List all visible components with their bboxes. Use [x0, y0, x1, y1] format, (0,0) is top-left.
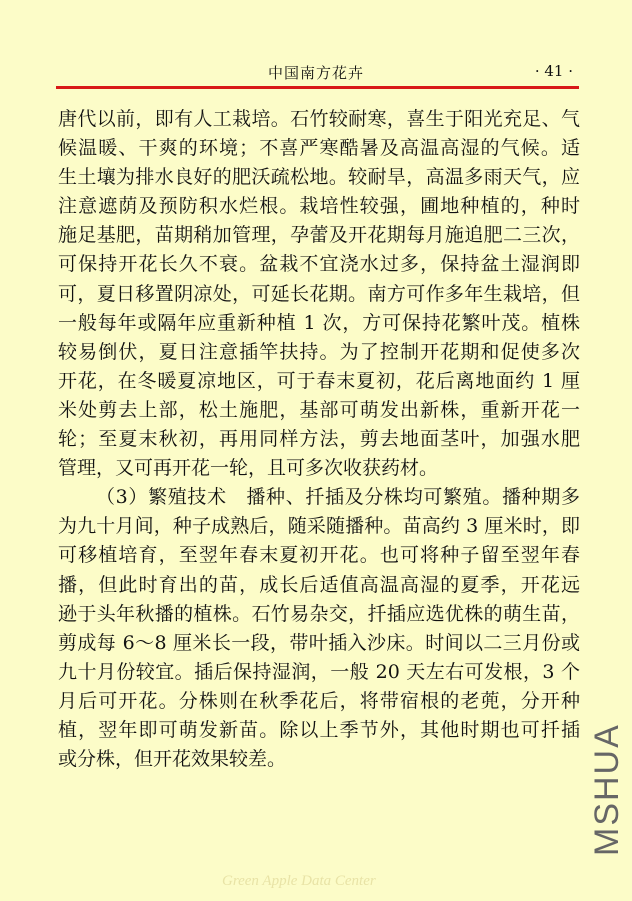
text-line: 米处剪去上部，松土施肥，基部可萌发出新株，重新开花一	[58, 398, 580, 421]
text-line: （3）繁殖技术 播种、扦插及分株均可繁殖。播种期多	[96, 486, 580, 509]
paragraph-propagation	[58, 483, 580, 774]
text-line: 剪成每 6～8 厘米长一段，带叶插入沙床。时间以二三月份或	[58, 631, 580, 654]
text-line: 开花，在冬暖夏凉地区，可于春末夏初，花后离地面约 1 厘	[58, 369, 580, 392]
text-line: 唐代以前，即有人工栽培。石竹较耐寒，喜生于阳光充足、气	[58, 108, 580, 130]
text-line: 播，但此时育出的苗，成长后适值高温高湿的夏季，开花远	[58, 573, 580, 596]
watermark-text: Green Apple Data Center	[222, 873, 376, 889]
text-line: 可保持开花长久不衰。盆栽不宜浇水过多，保持盆土湿润即	[58, 253, 580, 276]
text-line: 生土壤为排水良好的肥沃疏松地。较耐旱，高温多雨天气，应	[58, 166, 580, 189]
running-title: 中国南方花卉	[268, 64, 365, 82]
paragraph-cultivation	[58, 105, 580, 483]
text-line: 植，翌年即可萌发新苗。除以上季节外，其他时期也可扦插	[58, 718, 580, 741]
text-line: 轮；至夏末秋初，再用同样方法，剪去地面茎叶，加强水肥	[58, 428, 580, 451]
text-line: 一般每年或隔年应重新种植 1 次，方可保持花繁叶茂。植株	[58, 311, 580, 334]
page-number: · 41 ·	[534, 62, 573, 80]
text-line: 逊于头年秋播的植株。石竹易杂交，扦插应选优株的萌生苗，	[58, 602, 580, 625]
page-header	[56, 62, 579, 86]
text-line: 为九十月间，种子成熟后，随采随播种。苗高约 3 厘米时，即	[58, 515, 580, 538]
text-line: 可移植培育，至翌年春末夏初开花。也可将种子留至翌年春	[58, 544, 580, 567]
header-rule	[56, 86, 579, 89]
text-line: 九十月份较宜。插后保持湿润，一般 20 天左右可发根，3 个	[58, 660, 580, 683]
side-mark: MSHUA	[588, 723, 626, 856]
text-line: 或分株，但开花效果较差。	[58, 748, 287, 771]
text-line: 管理，又可再开花一轮，且可多次收获药材。	[58, 457, 439, 480]
text-line: 施足基肥，苗期稍加管理，孕蕾及开花期每月施追肥二三次，	[58, 224, 580, 247]
text-line: 候温暖、干爽的环境；不喜严寒酷暑及高温高湿的气候。适	[58, 137, 580, 160]
text-line: 可，夏日移置阴凉处，可延长花期。南方可作多年生栽培，但	[58, 282, 580, 305]
page-body	[58, 105, 580, 774]
text-line: 较易倒伏，夏日注意插竿扶持。为了控制开花期和促使多次	[58, 340, 580, 363]
text-line: 注意遮荫及预防积水烂根。栽培性较强，圃地种植的，种时	[58, 195, 580, 218]
text-line: 月后可开花。分株则在秋季花后，将带宿根的老蔸，分开种	[58, 689, 580, 712]
